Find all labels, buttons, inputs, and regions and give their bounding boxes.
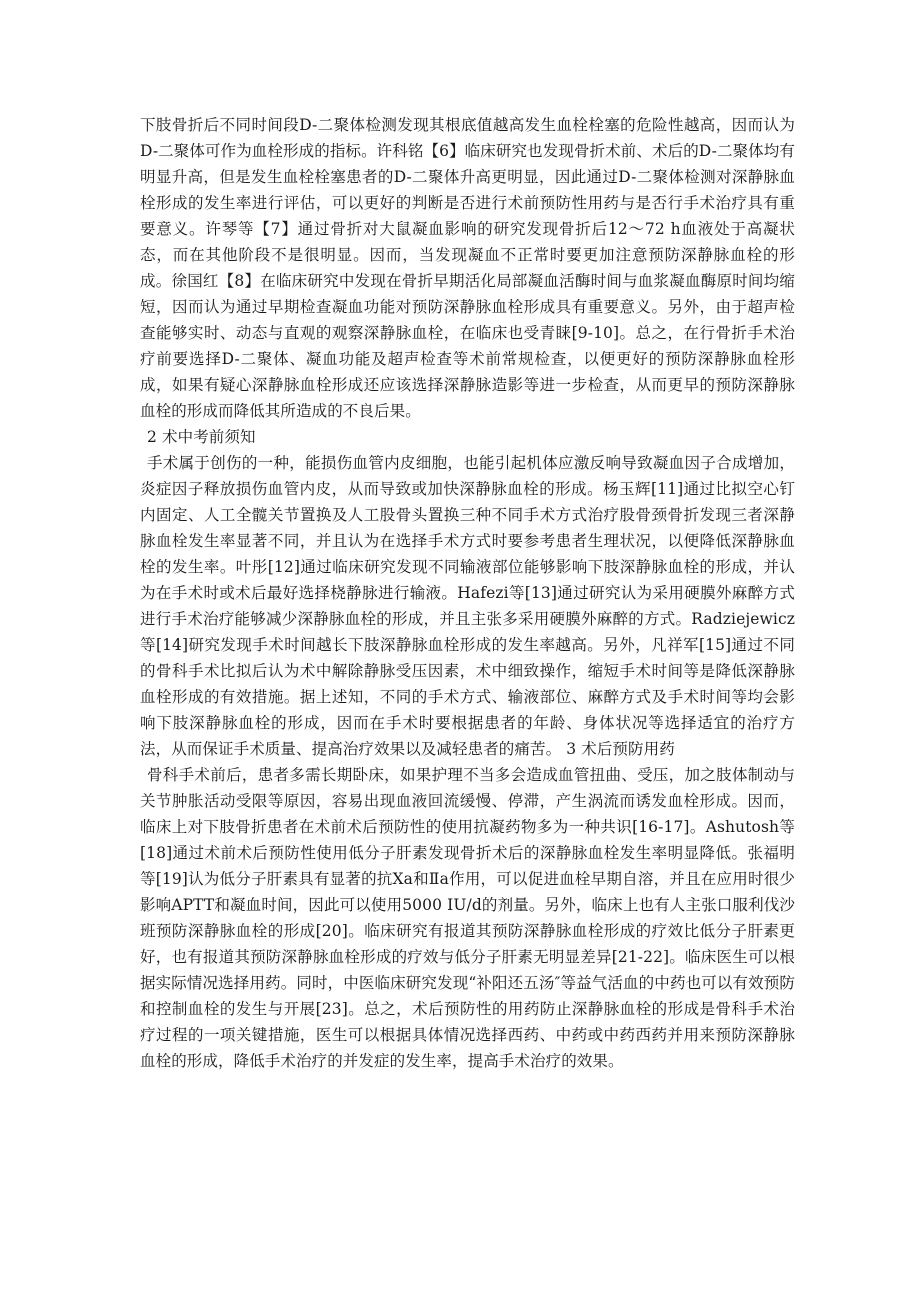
document-body — [140, 112, 795, 1074]
paragraph-1: 下肢骨折后不同时间段D-二聚体检测发现其根底值越高发生血栓栓塞的危险性越高，因而认为D-二聚体可作为血栓形成的指标。许科铭【6】临床研究也发现骨折术前、术后的D-二聚体均有明显升高，但是发生血栓栓塞患者的D-二聚体升高更明显，因此通过D-二聚体检测对深静脉血栓形成的发生率进行评估，可以更好的判断是否进行术前预防性用药与是否行手术治疗具有重要意义。许琴等【7】通过骨折对大鼠凝血影响的研究发现骨折后12～72 h血液处于高凝状态，而在其他阶段不是很明显。因而，当发现凝血不正常时要更加注意预防深静脉血栓的形成。徐国红【8】在临床研究中发现在骨折早期活化局部凝血活酶时间与血浆凝血酶原时间均缩短，因而认为通过早期检查凝血功能对预防深静脉血栓形成具有重要意义。另外，由于超声检查能够实时、动态与直观的观察深静脉血栓，在临床也受青睐[9-10]。总之，在行骨折手术治疗前要选择D-二聚体、凝血功能及超声检查等术前常规检查，以便更好的预防深静脉血栓形成，如果有疑心深静脉血栓形成还应该选择深静脉造影等进一步检查，从而更早的预防深静脉血栓的形成而降低其所造成的不良后果。 — [140, 116, 795, 420]
paragraph-3: 骨科手术前后，患者多需长期卧床，如果护理不当多会造成血管扭曲、受压，加之肢体制动与关节肿胀活动受限等原因，容易出现血液回流缓慢、停滞，产生涡流而诱发血栓形成。因而，临床上对下肢骨折患者在术前术后预防性的使用抗凝药物多为一种共识[16-17]。Ashutosh等[18]通过术前术后预防性使用低分子肝素发现骨折术后的深静脉血栓发生率明显降低。张福明等[19]认为低分子肝素具有显著的抗Xa和Ⅱa作用，可以促进血栓早期自溶，并且在应用时很少影响APTT和凝血时间，因此可以使用5000 IU/d的剂量。另外，临床上也有人主张口服利伐沙班预防深静脉血栓的形成[20]。临床研究有报道其预防深静脉血栓形成的疗效比低分子肝素更好，也有报道其预防深静脉血栓形成的疗效与低分子肝素无明显差异[21-22]。临床医生可以根据实际情况选择用药。同时，中医临床研究发现“补阳还五汤″等益气活血的中药也可以有效预防和控制血栓的发生与开展[23]。总之，术后预防性的用药防止深静脉血栓的形成是骨科手术治疗过程的一项关键措施，医生可以根据具体情况选择西药、中药或中药西药并用来预防深静脉血栓的形成，降低手术治疗的并发症的发生率，提高手术治疗的效果。 — [140, 766, 795, 1070]
section-heading-2: 2 术中考前须知 — [147, 428, 256, 446]
paragraph-2: 手术属于创伤的一种，能损伤血管内皮细胞，也能引起机体应激反响导致凝血因子合成增加，炎症因子释放损伤血管内皮，从而导致或加快深静脉血栓的形成。杨玉辉[11]通过比拟空心钉内固定、人工全髋关节置换及人工股骨头置换三种不同手术方式治疗股骨颈骨折发现三者深静脉血栓发生率显著不同，并且认为在选择手术方式时要参考患者生理状况，以便降低深静脉血栓的发生率。叶彤[12]通过临床研究发现不同输液部位能够影响下肢深静脉血栓的形成，并认为在手术时或术后最好选择桡静脉进行输液。Hafezi等[13]通过研究认为采用硬膜外麻醉方式进行手术治疗能够减少深静脉血栓的形成，并且主张多采用硬膜外麻醉的方式。Radziejewicz等[14]研究发现手术时间越长下肢深静脉血栓形成的发生率越高。另外，凡祥军[15]通过不同的骨科手术比拟后认为术中解除静脉受压因素，术中细致操作，缩短手术时间等是降低深静脉血栓形成的有效措施。据上述知，不同的手术方式、输液部位、麻醉方式及手术时间等均会影响下肢深静脉血栓的形成，因而在手术时要根据患者的年龄、身体状况等选择适宜的治疗方法，从而保证手术质量、提高治疗效果以及减轻患者的痛苦。 3 术后预防用药 — [140, 454, 795, 758]
